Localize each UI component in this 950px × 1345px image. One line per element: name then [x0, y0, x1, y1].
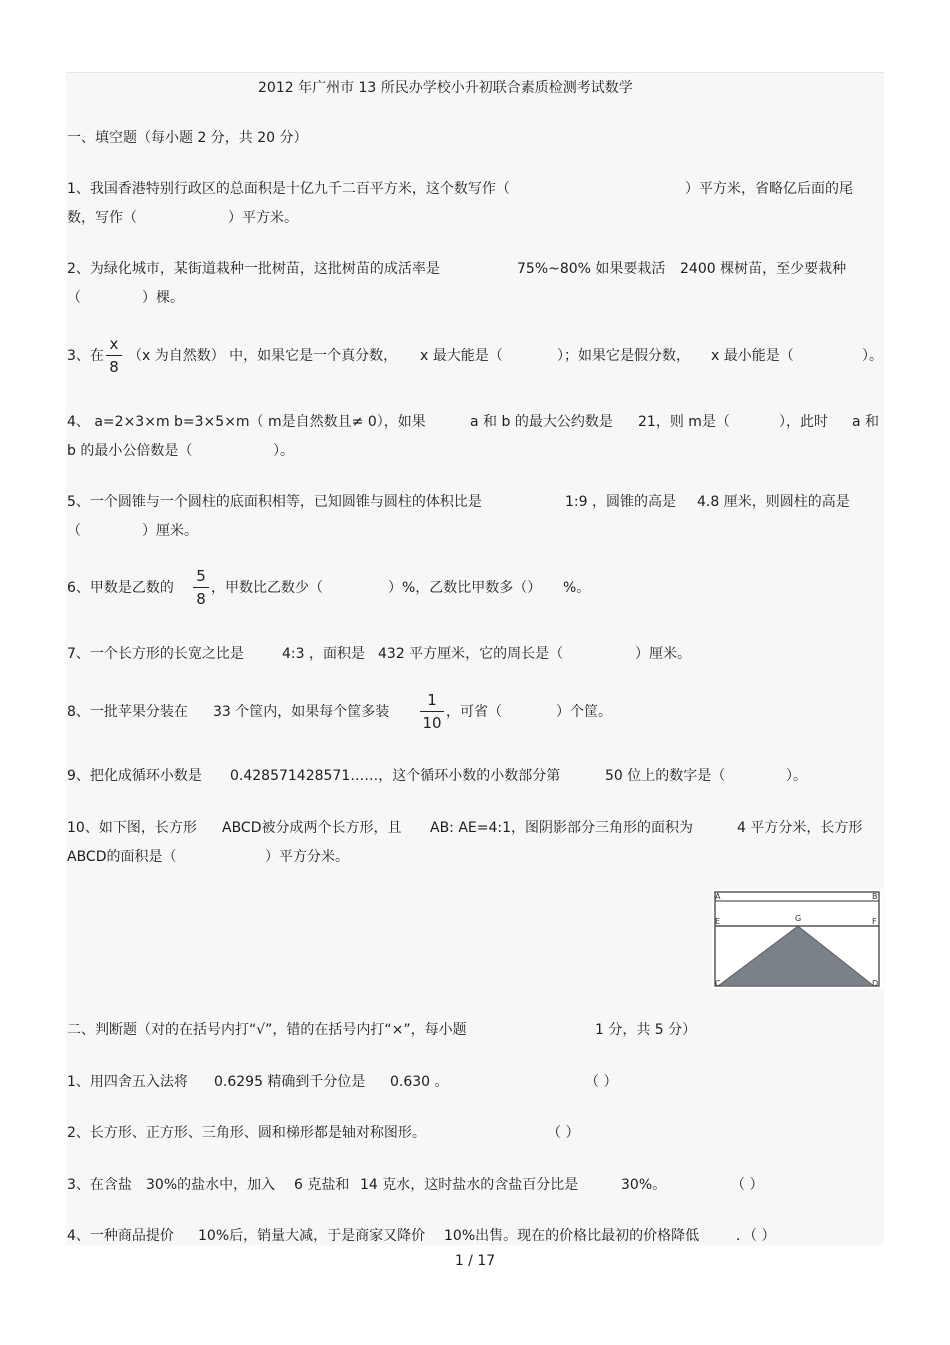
q2-text: 75%~80% 如果要栽活: [517, 261, 666, 277]
q3-text: 3、在: [67, 348, 104, 364]
q6-text: %。: [563, 580, 591, 596]
q8-text: ）个筐。: [556, 704, 612, 720]
q1-text: ）平方米，省略亿后面的尾: [685, 181, 853, 197]
q8-fraction: [420, 692, 444, 731]
q5-text: 4.8 厘米，则圆柱的高是: [697, 494, 850, 510]
j1-answer-bracket: （ ）: [585, 1074, 618, 1090]
section2-heading: 二、判断题（对的在括号内打“√”，错的在括号内打“×”，每小题: [67, 1022, 467, 1038]
label-f: F: [872, 917, 877, 926]
j3-text: 3、在含盐: [67, 1177, 132, 1193]
q9-text: 0.428571428571……，这个循环小数的小数部分第: [230, 768, 561, 784]
q9-text: 50 位上的数字是（: [605, 768, 726, 784]
j2-text: 2、长方形、正方形、三角形、圆和梯形都是轴对称图形。: [67, 1125, 426, 1141]
q4-text: 21，则 m是（: [638, 414, 730, 430]
label-e: E: [715, 917, 721, 926]
j3-text: 6 克盐和: [294, 1177, 350, 1193]
q3-text: （x 为自然数） 中，如果它是一个真分数，: [128, 348, 398, 364]
fraction-bar: [193, 587, 209, 588]
label-c: C: [715, 979, 721, 988]
q1-text: 数，写作（: [67, 210, 137, 226]
q6-text: ）%，乙数比甲数多（）: [388, 580, 542, 596]
q6-fraction: [193, 568, 209, 607]
q4-text: 4、 a=2×3×m b=3×5×m（ m是自然数且≠ 0），如果: [67, 414, 426, 430]
label-g: G: [795, 914, 802, 923]
q7-text: 4:3 ，面积是: [282, 646, 365, 662]
label-d: D: [872, 979, 879, 988]
j4-text: 10%出售。现在的价格比最初的价格降低: [444, 1228, 700, 1244]
q10-text: 4 平方分米，长方形: [737, 820, 863, 836]
j4-answer-bracket: ．（ ）: [736, 1228, 776, 1244]
q2-text: 2400 棵树苗，至少要栽种: [680, 261, 847, 277]
q4-text: ）。: [273, 443, 294, 459]
q8-text: 33 个筐内，如果每个筐多装: [213, 704, 390, 720]
q10-text: ）平方分米。: [265, 849, 349, 865]
section2-heading: 1 分，共 5 分）: [595, 1022, 697, 1038]
q7-text: 7、一个长方形的长宽之比是: [67, 646, 244, 662]
j3-text: 30%的盐水中，加入: [146, 1177, 276, 1193]
j1-text: 0.630 。: [390, 1074, 449, 1090]
j1-text: 0.6295 精确到千分位是: [214, 1074, 366, 1090]
j2-answer-bracket: （ ）: [547, 1125, 580, 1141]
q5-text: （: [67, 523, 81, 539]
page-title: 2012 年广州市 13 所民办学校小升初联合素质检测考试数学: [258, 80, 633, 96]
q7-text: 432 平方厘米，它的周长是（: [378, 646, 564, 662]
q3-text: ）；如果它是假分数，: [557, 348, 690, 364]
q5-text: ）厘米。: [142, 523, 198, 539]
q6-fraction-denominator: 8: [196, 590, 206, 608]
q1-text: 1、我国香港特别行政区的总面积是十亿九千二百平方米，这个数写作（: [67, 181, 510, 197]
q2-text: 2、为绿化城市，某街道栽种一批树苗，这批树苗的成活率是: [67, 261, 440, 277]
q4-text: b 的最小公倍数是（: [67, 443, 193, 459]
q2-text: （: [67, 290, 81, 306]
q9-text: ）。: [786, 768, 807, 784]
j4-text: 4、一种商品提价: [67, 1228, 174, 1244]
q10-text: ABCD的面积是（: [67, 849, 177, 865]
q8-fraction-denominator: 10: [422, 714, 442, 732]
q2-text: ）棵。: [142, 290, 184, 306]
q10-text: AB: AE=4:1，图阴影部分三角形的面积为: [430, 820, 694, 836]
j3-text: 30%。: [621, 1177, 667, 1193]
q5-text: 1:9 ，圆锥的高是: [565, 494, 676, 510]
q8-text: ，可省（: [446, 704, 502, 720]
q9-text: 9、把化成循环小数是: [67, 768, 202, 784]
fraction-bar: [106, 355, 122, 356]
q1-text: ）平方米。: [228, 210, 298, 226]
q3-text: x 最小能是（: [711, 348, 794, 364]
q3-text: ）。: [862, 348, 883, 364]
q4-text: ），此时: [779, 414, 828, 430]
q3-fraction: [106, 336, 122, 375]
j1-text: 1、用四舍五入法将: [67, 1074, 188, 1090]
q3-text: x 最大能是（: [420, 348, 503, 364]
q8-fraction-numerator: 1: [427, 691, 437, 709]
q8-text: 8、一批苹果分装在: [67, 704, 188, 720]
section1-heading: 一、填空题（每小题 2 分，共 20 分）: [67, 130, 308, 146]
label-b: B: [872, 892, 878, 901]
q5-text: 5、一个圆锥与一个圆柱的底面积相等，已知圆锥与圆柱的体积比是: [67, 494, 482, 510]
page-number: 1 / 17: [454, 1253, 496, 1269]
fraction-bar: [420, 711, 444, 712]
q6-fraction-numerator: 5: [196, 567, 206, 585]
q10-text: ABCD被分成两个长方形，且: [222, 820, 402, 836]
q4-text: a 和 b 的最大公约数是: [470, 414, 613, 430]
rectangle-abcd-figure: [712, 889, 883, 989]
q7-text: ）厘米。: [635, 646, 691, 662]
q4-text: a 和: [852, 414, 880, 430]
q6-text: 6、甲数是乙数的: [67, 580, 174, 596]
j3-text: 14 克水，这时盐水的含盐百分比是: [360, 1177, 579, 1193]
q3-fraction-denominator: 8: [109, 358, 119, 376]
q6-text: ，甲数比乙数少（: [211, 580, 323, 596]
j3-answer-bracket: （ ）: [731, 1177, 764, 1193]
j4-text: 10%后，销量大减，于是商家又降价: [198, 1228, 426, 1244]
q3-fraction-numerator: x: [109, 335, 119, 353]
label-a: A: [715, 892, 721, 901]
q10-text: 10、如下图，长方形: [67, 820, 197, 836]
